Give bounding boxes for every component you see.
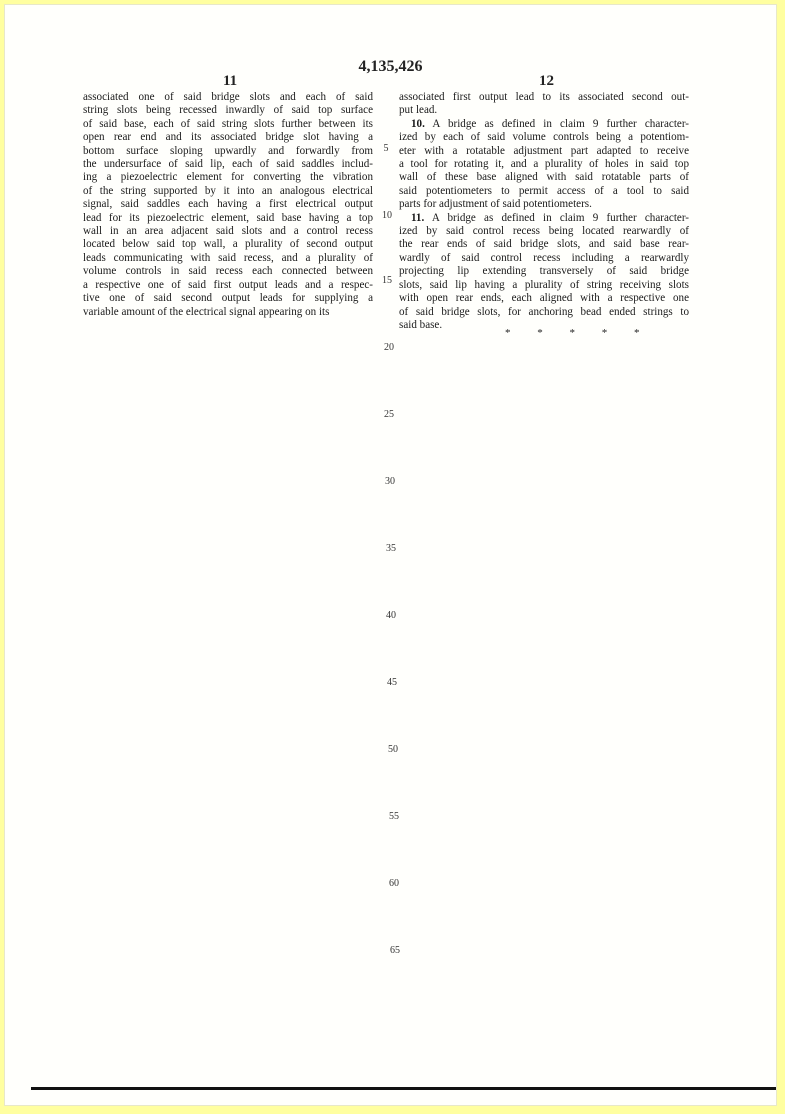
line-number: 15 — [382, 275, 392, 286]
patent-page — [4, 4, 777, 1106]
text-line: of said bridge slots, for anchoring bead ended strings to — [399, 305, 689, 318]
right-text-column — [399, 91, 689, 332]
text-line: projecting lip extending transversely of said bridge — [399, 265, 689, 278]
text-line: a tool for rotating it, and a plurality of holes in said top — [399, 158, 689, 171]
text-line: a respective one of said first output leads and a respec- — [83, 278, 373, 291]
claim-11-number: 11. — [411, 211, 425, 224]
text-line: parts for adjustment of said potentiometers. — [399, 198, 592, 211]
text-line: eter with a rotatable adjustment part adapted to receive — [399, 144, 689, 157]
text-line: signal, said saddles each having a first electrical output — [83, 198, 373, 211]
line-number: 40 — [386, 610, 396, 621]
text-line: said base. — [399, 318, 443, 331]
text-line: ing a piezoelectric element for converting the vibration — [83, 171, 373, 184]
text-line: associated first output lead to its associated second out- — [399, 91, 689, 103]
line-number: 35 — [386, 543, 396, 554]
text-line: the rear ends of said bridge slots, and said base rear- — [399, 238, 689, 251]
text-line: said potentiometers to permit access of a tool to said — [399, 184, 689, 197]
claim-10-number: 10. — [411, 117, 425, 130]
text-line: ized by each of said volume controls being a potentiom- — [399, 131, 689, 144]
text-line: wardly of said control recess including a rearwardly — [399, 251, 689, 264]
text-line: with open rear ends, each aligned with a respective one — [399, 292, 689, 305]
text-line: string slots being recessed inwardly of said top surface — [83, 104, 373, 117]
text-line: put lead. — [399, 104, 438, 117]
claim-10-text: A bridge as defined in claim 9 further character- — [432, 117, 689, 130]
text-line: wall in an area adjacent said slots and a control recess — [83, 225, 373, 238]
line-number: 50 — [388, 744, 398, 755]
text-line: ized by said control recess being located rearwardly of — [399, 225, 689, 238]
text-line: lead for its piezoelectric element, said base having a top — [83, 211, 373, 224]
line-number: 60 — [389, 878, 399, 889]
left-text-column — [83, 91, 373, 319]
text-line: located below said top wall, a plurality of second output — [83, 238, 373, 251]
right-column-number: 12 — [539, 73, 554, 89]
text-line: tive one of said second output leads for supplying a — [83, 292, 373, 305]
text-line: open rear end and its associated bridge slot having a — [83, 131, 373, 144]
line-number: 55 — [389, 811, 399, 822]
patent-number: 4,135,426 — [358, 58, 423, 75]
line-number: 30 — [385, 476, 395, 487]
line-number: 20 — [384, 342, 394, 353]
claim-10-first-line — [399, 118, 689, 131]
claim-11-first-line — [399, 212, 689, 225]
line-number: 25 — [384, 409, 394, 420]
text-line: the undersurface of said lip, each of said saddles includ- — [83, 158, 373, 171]
text-line: bottom surface sloping upwardly and forwardly from — [83, 144, 373, 157]
left-column-number: 11 — [223, 73, 238, 89]
bottom-rule — [31, 1087, 776, 1090]
end-of-claims-marker: * * * * * — [505, 327, 652, 339]
text-line: slots, said lip having a plurality of string receiving slots — [399, 278, 689, 291]
text-line: of the string supported by it into an analogous electrical — [83, 184, 373, 197]
claim-11-text: A bridge as defined in claim 9 further character- — [431, 211, 689, 224]
text-line: associated one of said bridge slots and each of said — [83, 91, 373, 103]
line-number: 65 — [390, 945, 400, 956]
text-line: leads communicating with said recess, and a plurality of — [83, 251, 373, 264]
text-line: variable amount of the electrical signal appearing on its — [83, 305, 330, 318]
text-line: volume controls in said recess each connected between — [83, 265, 373, 278]
line-number: 45 — [387, 677, 397, 688]
line-number: 10 — [382, 210, 392, 221]
line-number: 5 — [383, 143, 389, 154]
text-line: wall of these base aligned with said rotatable parts of — [399, 171, 689, 184]
text-line: of said base, each of said string slots further between its — [83, 117, 373, 130]
